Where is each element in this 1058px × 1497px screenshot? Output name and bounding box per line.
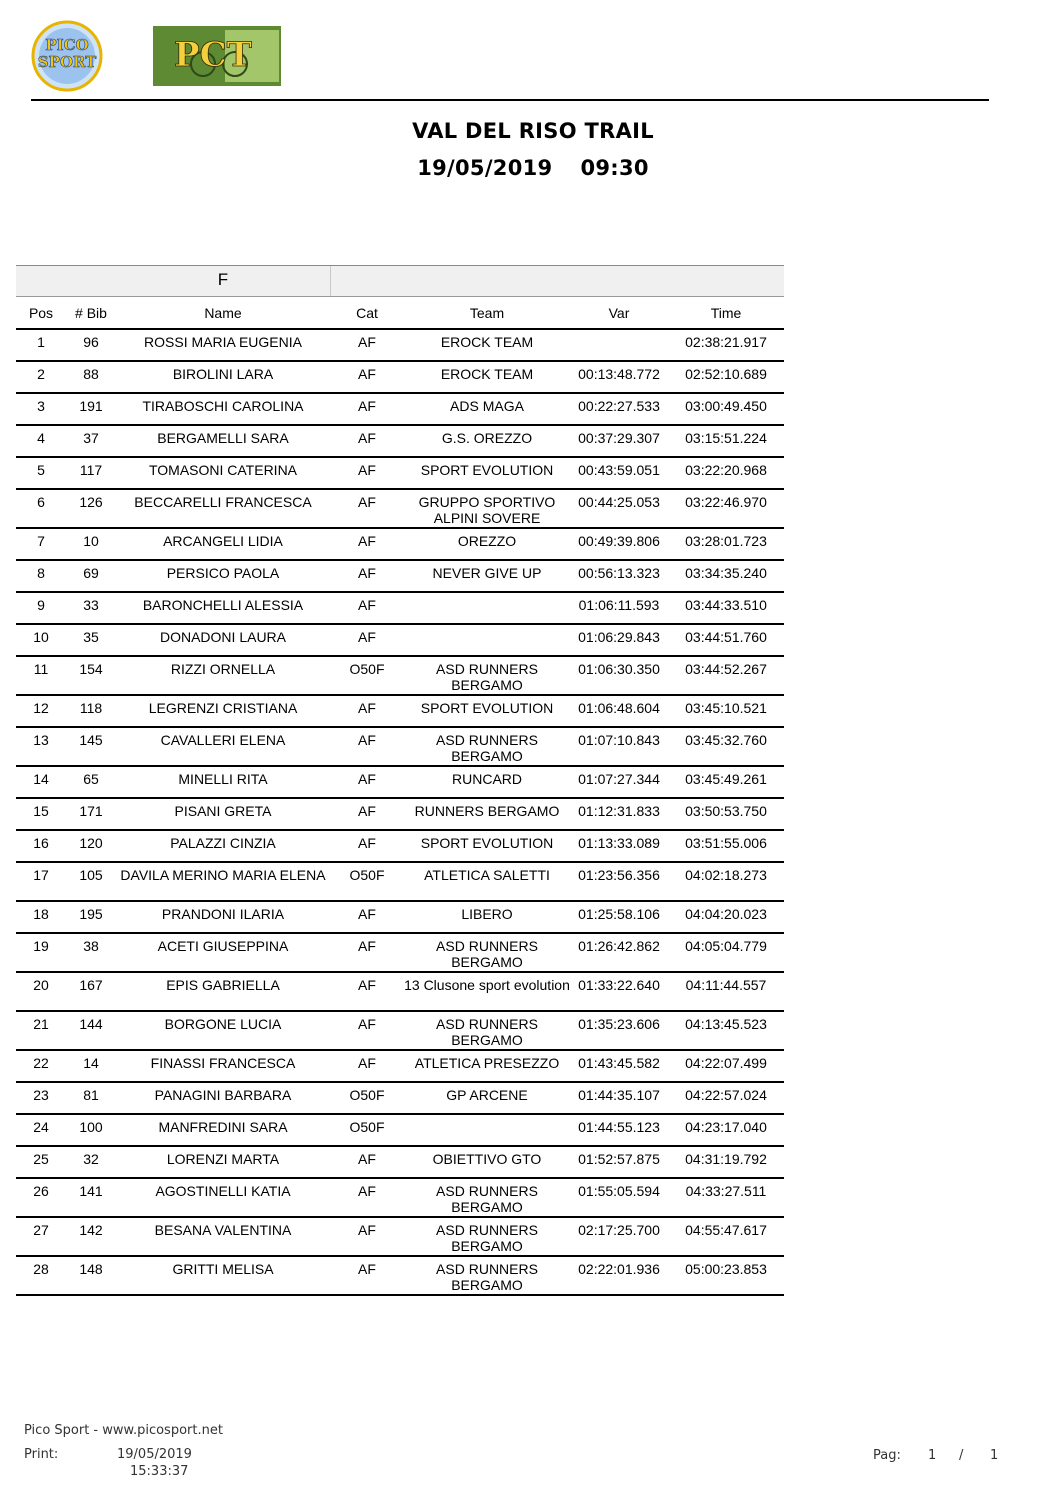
- cell-team: G.S. OREZZO: [441, 430, 533, 446]
- cell-time: 03:44:52.267: [685, 661, 767, 677]
- cell-bib: 81: [83, 1087, 99, 1103]
- cell-pos: 9: [37, 597, 45, 613]
- cell-time: 04:31:19.792: [685, 1151, 767, 1167]
- cell-bib: 144: [79, 1016, 103, 1032]
- footer-page-total: 1: [990, 1448, 999, 1463]
- cell-team: ASD RUNNERS BERGAMO: [436, 732, 538, 764]
- cell-bib: 167: [79, 977, 103, 993]
- cell-bib: 65: [83, 771, 99, 787]
- cell-bib: 120: [79, 835, 103, 851]
- cell-cat: AF: [358, 803, 376, 819]
- table-row: [16, 902, 784, 934]
- cell-team: ASD RUNNERS BERGAMO: [436, 1222, 538, 1254]
- column-header-time: Time: [710, 304, 742, 321]
- cell-cat: AF: [358, 700, 376, 716]
- cell-time: 04:13:45.523: [685, 1016, 767, 1032]
- cell-cat: AF: [358, 938, 376, 954]
- cell-name: TOMASONI CATERINA: [148, 462, 298, 478]
- cell-team: ASD RUNNERS BERGAMO: [436, 1183, 538, 1215]
- cell-team: SPORT EVOLUTION: [420, 462, 554, 478]
- cell-team: GRUPPO SPORTIVO ALPINI SOVERE: [418, 494, 556, 526]
- cell-time: 04:33:27.511: [685, 1183, 767, 1199]
- cell-time: 03:22:20.968: [685, 462, 767, 478]
- cell-time: 03:51:55.006: [685, 835, 767, 851]
- cell-team: EROCK TEAM: [440, 334, 534, 350]
- cell-pos: 13: [33, 732, 49, 748]
- cell-var: 01:33:22.640: [578, 977, 660, 993]
- cell-var: 01:06:29.843: [578, 629, 660, 645]
- cell-team: RUNCARD: [452, 771, 522, 787]
- table-row: [16, 934, 784, 973]
- cell-name: BESANA VALENTINA: [154, 1222, 292, 1238]
- cell-var: 01:06:11.593: [578, 597, 660, 613]
- cell-bib: 100: [79, 1119, 103, 1135]
- cell-var: 01:25:58.106: [578, 906, 660, 922]
- cell-name: GRITTI MELISA: [172, 1261, 274, 1277]
- cell-team: EROCK TEAM: [440, 366, 534, 382]
- footer-print-time: 15:33:37: [130, 1464, 189, 1479]
- cell-pos: 3: [37, 398, 45, 414]
- table-row: [16, 561, 784, 593]
- cell-pos: 25: [33, 1151, 49, 1167]
- cell-team: SPORT EVOLUTION: [420, 835, 554, 851]
- table-row: [16, 799, 784, 831]
- cell-var: 01:07:27.344: [578, 771, 660, 787]
- cell-cat: AF: [358, 533, 376, 549]
- pico-sport-logo: [31, 20, 103, 92]
- cell-bib: 117: [79, 462, 103, 478]
- cell-name: DONADONI LAURA: [159, 629, 287, 645]
- cell-var: 01:52:57.875: [578, 1151, 660, 1167]
- cell-time: 03:45:10.521: [685, 700, 767, 716]
- cell-team: 13 Clusone sport evolution: [404, 977, 570, 993]
- cell-cat: AF: [358, 1261, 376, 1277]
- cell-pos: 16: [33, 835, 49, 851]
- table-row: [16, 696, 784, 728]
- footer-print-label: Print:: [24, 1447, 59, 1462]
- cell-name: RIZZI ORNELLA: [170, 661, 276, 677]
- pico-logo-text-1: PICO: [45, 36, 89, 54]
- cell-name: PERSICO PAOLA: [166, 565, 280, 581]
- table-row: [16, 767, 784, 799]
- event-date: 19/05/2019: [417, 156, 553, 180]
- cell-cat: AF: [358, 430, 376, 446]
- cell-bib: 171: [79, 803, 103, 819]
- cell-name: MINELLI RITA: [178, 771, 268, 787]
- cell-cat: O50F: [349, 661, 385, 677]
- pct-logo: [153, 26, 281, 86]
- results-table: [16, 265, 784, 1296]
- cell-cat: O50F: [349, 1119, 385, 1135]
- table-row: [16, 1083, 784, 1115]
- column-header-var: Var: [608, 304, 630, 321]
- cell-bib: 191: [79, 398, 103, 414]
- cell-time: 03:22:46.970: [685, 494, 767, 510]
- table-row: [16, 458, 784, 490]
- cell-name: BARONCHELLI ALESSIA: [142, 597, 304, 613]
- cell-time: 03:28:01.723: [685, 533, 767, 549]
- cell-var: 01:07:10.843: [578, 732, 660, 748]
- cell-team: ADS MAGA: [450, 398, 524, 414]
- cell-bib: 69: [83, 565, 99, 581]
- table-row: [16, 593, 784, 625]
- cell-pos: 11: [33, 661, 49, 677]
- footer-site: Pico Sport - www.picosport.net: [24, 1423, 223, 1438]
- column-header-pos: Pos: [28, 304, 54, 321]
- cell-team: ATLETICA PRESEZZO: [414, 1055, 560, 1071]
- cell-pos: 1: [37, 334, 45, 350]
- cell-bib: 195: [79, 906, 103, 922]
- cell-cat: AF: [358, 906, 376, 922]
- cell-name: BERGAMELLI SARA: [157, 430, 289, 446]
- table-row: [16, 1257, 784, 1296]
- cell-pos: 19: [33, 938, 49, 954]
- cell-name: TIRABOSCHI CAROLINA: [142, 398, 304, 414]
- table-row: [16, 394, 784, 426]
- table-row: [16, 728, 784, 767]
- cell-time: 03:45:49.261: [685, 771, 767, 787]
- table-row: [16, 1051, 784, 1083]
- cell-pos: 24: [33, 1119, 49, 1135]
- column-header-cat: Cat: [356, 304, 378, 321]
- pico-logo-text-2: SPORT: [37, 53, 97, 71]
- cell-pos: 6: [37, 494, 45, 510]
- cell-time: 04:23:17.040: [685, 1119, 767, 1135]
- cell-time: 04:11:44.557: [685, 977, 767, 993]
- cell-var: 01:06:30.350: [578, 661, 660, 677]
- cell-var: 00:44:25.053: [578, 494, 660, 510]
- cell-pos: 22: [33, 1055, 49, 1071]
- cell-team: LIBERO: [461, 906, 513, 922]
- cell-time: 03:44:51.760: [685, 629, 767, 645]
- cell-bib: 148: [79, 1261, 103, 1277]
- cell-cat: AF: [358, 1055, 376, 1071]
- cell-var: 01:44:35.107: [578, 1087, 660, 1103]
- cell-var: 00:56:13.323: [578, 565, 660, 581]
- cell-bib: 37: [83, 430, 99, 446]
- cell-pos: 8: [37, 565, 45, 581]
- cell-pos: 20: [33, 977, 49, 993]
- cell-cat: AF: [358, 398, 376, 414]
- cell-var: 01:13:33.089: [578, 835, 660, 851]
- cell-bib: 38: [83, 938, 99, 954]
- cell-var: 01:12:31.833: [578, 803, 660, 819]
- cell-cat: AF: [358, 565, 376, 581]
- cell-time: 02:52:10.689: [685, 366, 767, 382]
- column-header-row: [16, 296, 784, 330]
- cell-var: 00:22:27.533: [578, 398, 660, 414]
- table-row: [16, 831, 784, 863]
- cell-time: 03:44:33.510: [685, 597, 767, 613]
- cell-time: 03:00:49.450: [685, 398, 767, 414]
- cell-name: BECCARELLI FRANCESCA: [134, 494, 312, 510]
- cell-name: FINASSI FRANCESCA: [150, 1055, 296, 1071]
- cell-name: AGOSTINELLI KATIA: [155, 1183, 291, 1199]
- cell-var: 01:55:05.594: [578, 1183, 660, 1199]
- cell-bib: 145: [79, 732, 103, 748]
- header-divider: [31, 99, 989, 101]
- cell-var: 01:23:56.356: [578, 867, 660, 883]
- cell-var: 01:43:45.582: [578, 1055, 660, 1071]
- cell-cat: AF: [358, 629, 376, 645]
- table-row: [16, 1218, 784, 1257]
- cell-pos: 5: [37, 462, 45, 478]
- cell-team: GP ARCENE: [446, 1087, 528, 1103]
- cell-team: RUNNERS BERGAMO: [414, 803, 560, 819]
- cell-pos: 23: [33, 1087, 49, 1103]
- cell-name: CAVALLERI ELENA: [160, 732, 286, 748]
- cell-pos: 4: [37, 430, 45, 446]
- cell-cat: AF: [358, 1183, 376, 1199]
- cell-cat: AF: [358, 462, 376, 478]
- table-row: [16, 625, 784, 657]
- table-row: [16, 1012, 784, 1051]
- cell-name: ROSSI MARIA EUGENIA: [144, 334, 302, 350]
- event-datetime: [4, 156, 1058, 180]
- column-header-name: Name: [204, 304, 242, 321]
- cell-name: MANFREDINI SARA: [158, 1119, 288, 1135]
- cell-cat: AF: [358, 732, 376, 748]
- footer-page-separator: /: [959, 1448, 964, 1463]
- table-row: [16, 529, 784, 561]
- cell-var: 01:26:42.862: [578, 938, 660, 954]
- cell-cat: AF: [358, 334, 376, 350]
- cell-cat: AF: [358, 771, 376, 787]
- cell-pos: 17: [33, 867, 49, 883]
- cell-cat: AF: [358, 1222, 376, 1238]
- table-row: [16, 1115, 784, 1147]
- footer-page-current: 1: [928, 1448, 937, 1463]
- cell-name: ACETI GIUSEPPINA: [157, 938, 289, 954]
- cell-bib: 35: [83, 629, 99, 645]
- cell-bib: 118: [79, 700, 103, 716]
- event-title: VAL DEL RISO TRAIL: [412, 119, 654, 143]
- table-row: [16, 1147, 784, 1179]
- cell-bib: 105: [79, 867, 103, 883]
- cell-name: BORGONE LUCIA: [164, 1016, 282, 1032]
- cell-time: 03:50:53.750: [685, 803, 767, 819]
- column-header-team: Team: [469, 304, 505, 321]
- cell-name: PISANI GRETA: [174, 803, 272, 819]
- group-header: [16, 265, 784, 296]
- table-row: [16, 1179, 784, 1218]
- table-row: [16, 426, 784, 458]
- pct-logo-text: PCT: [174, 35, 252, 75]
- results-body: [16, 330, 784, 1296]
- cell-time: 03:34:35.240: [685, 565, 767, 581]
- group-divider: [330, 266, 331, 296]
- cell-cat: O50F: [349, 1087, 385, 1103]
- cell-pos: 7: [37, 533, 45, 549]
- cell-bib: 141: [79, 1183, 103, 1199]
- cell-time: 02:38:21.917: [685, 334, 767, 350]
- cell-pos: 26: [33, 1183, 49, 1199]
- cell-team: ASD RUNNERS BERGAMO: [436, 1016, 538, 1048]
- cell-time: 04:04:20.023: [685, 906, 767, 922]
- table-row: [16, 330, 784, 362]
- cell-team: ASD RUNNERS BERGAMO: [436, 661, 538, 693]
- cell-bib: 32: [83, 1151, 99, 1167]
- cell-var: 00:49:39.806: [578, 533, 660, 549]
- event-time: 09:30: [580, 156, 649, 180]
- cell-name: EPIS GABRIELLA: [166, 977, 280, 993]
- cell-team: NEVER GIVE UP: [432, 565, 542, 581]
- column-header-bib: # Bib: [75, 304, 107, 321]
- cell-cat: AF: [358, 977, 376, 993]
- cell-bib: 154: [79, 661, 103, 677]
- table-row: [16, 362, 784, 394]
- cell-time: 05:00:23.853: [685, 1261, 767, 1277]
- cell-pos: 12: [33, 700, 49, 716]
- cell-pos: 10: [33, 629, 49, 645]
- cell-time: 04:05:04.779: [685, 938, 767, 954]
- cell-name: PRANDONI ILARIA: [161, 906, 285, 922]
- cell-var: 00:43:59.051: [578, 462, 660, 478]
- cell-team: ATLETICA SALETTI: [424, 867, 550, 883]
- table-row: [16, 657, 784, 696]
- table-row: [16, 973, 784, 1012]
- cell-name: PALAZZI CINZIA: [170, 835, 276, 851]
- cell-var: 00:37:29.307: [578, 430, 660, 446]
- cell-var: 01:35:23.606: [578, 1016, 660, 1032]
- cell-cat: O50F: [349, 867, 385, 883]
- cell-team: OBIETTIVO GTO: [432, 1151, 542, 1167]
- cell-bib: 96: [83, 334, 99, 350]
- cell-name: BIROLINI LARA: [172, 366, 274, 382]
- cell-time: 04:22:57.024: [685, 1087, 767, 1103]
- cell-var: 02:22:01.936: [578, 1261, 660, 1277]
- footer-page-label: Pag:: [873, 1448, 901, 1463]
- table-row: [16, 490, 784, 529]
- cell-name: ARCANGELI LIDIA: [163, 533, 283, 549]
- cell-bib: 33: [83, 597, 99, 613]
- footer-print-date: 19/05/2019: [117, 1447, 192, 1462]
- cell-cat: AF: [358, 1151, 376, 1167]
- cell-name: DAVILA MERINO MARIA ELENA: [120, 867, 326, 883]
- cell-cat: AF: [358, 366, 376, 382]
- cell-pos: 2: [37, 366, 45, 382]
- cell-time: 04:22:07.499: [685, 1055, 767, 1071]
- cell-pos: 28: [33, 1261, 49, 1277]
- cell-team: ASD RUNNERS BERGAMO: [436, 1261, 538, 1293]
- cell-var: 00:13:48.772: [578, 366, 660, 382]
- cell-var: 02:17:25.700: [578, 1222, 660, 1238]
- table-row: [16, 863, 784, 902]
- cell-team: SPORT EVOLUTION: [420, 700, 554, 716]
- cell-time: 04:55:47.617: [685, 1222, 767, 1238]
- cell-pos: 27: [33, 1222, 49, 1238]
- cell-pos: 15: [33, 803, 49, 819]
- cell-bib: 142: [79, 1222, 103, 1238]
- cell-team: OREZZO: [457, 533, 517, 549]
- cell-bib: 10: [83, 533, 99, 549]
- cell-cat: AF: [358, 835, 376, 851]
- cell-cat: AF: [358, 1016, 376, 1032]
- cell-bib: 88: [83, 366, 99, 382]
- cell-pos: 18: [33, 906, 49, 922]
- cell-team: ASD RUNNERS BERGAMO: [436, 938, 538, 970]
- cell-time: 04:02:18.273: [685, 867, 767, 883]
- cell-bib: 126: [79, 494, 103, 510]
- cell-var: 01:44:55.123: [578, 1119, 660, 1135]
- cell-name: LEGRENZI CRISTIANA: [148, 700, 298, 716]
- cell-cat: AF: [358, 494, 376, 510]
- cell-name: PANAGINI BARBARA: [154, 1087, 292, 1103]
- group-label: F: [217, 270, 229, 289]
- cell-time: 03:15:51.224: [685, 430, 767, 446]
- cell-pos: 14: [33, 771, 49, 787]
- cell-bib: 14: [83, 1055, 99, 1071]
- cell-time: 03:45:32.760: [685, 732, 767, 748]
- cell-pos: 21: [33, 1016, 49, 1032]
- cell-var: 01:06:48.604: [578, 700, 660, 716]
- cell-cat: AF: [358, 597, 376, 613]
- cell-name: LORENZI MARTA: [166, 1151, 280, 1167]
